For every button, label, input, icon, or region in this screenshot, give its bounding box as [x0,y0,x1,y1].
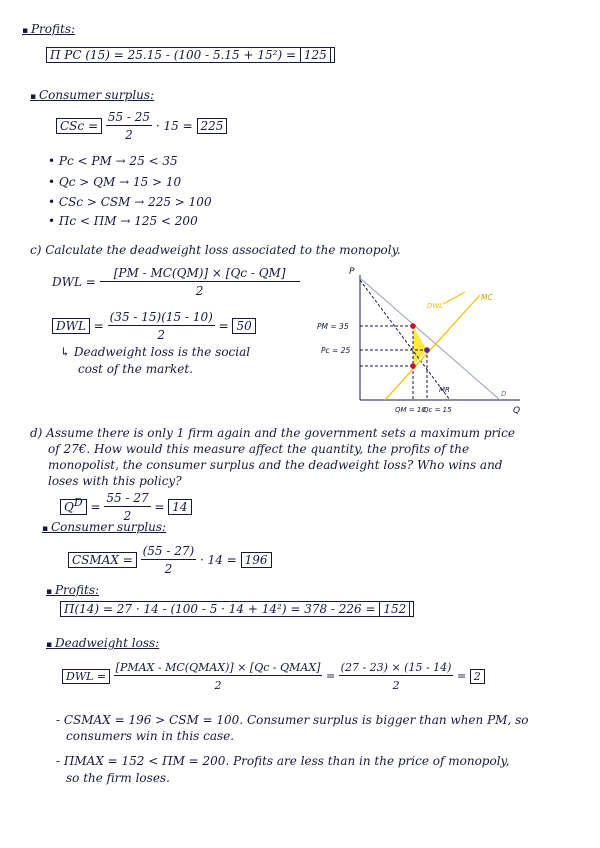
comparison-price: • Pc < PM → 25 < 35 [48,154,178,169]
part-d-question-line1: d) Assume there is only 1 firm again and the government sets a maximum price [30,426,515,440]
part-d-cs-answer: 196 [241,552,272,568]
conclusion-firm-line1: - ΠMAX = 152 < ΠM = 200. Profits are less than in the price of monopoly, [56,754,510,768]
monopoly-point [410,323,416,329]
mr-curve [360,280,450,400]
y-axis-label: P [349,267,355,277]
part-d-question-line3: monopolist, the consumer surplus and the deadweight loss? Who wins and [48,458,503,472]
x-axis-label: Q [513,406,521,416]
comparison-consumer-surplus: • CSc > CSM → 225 > 100 [48,195,212,210]
part-d-question-line4: loses with this policy? [48,474,182,488]
mc-label: MC [481,293,493,302]
pc-label: Pc = 25 [321,346,351,355]
pm-label: PM = 35 [317,322,349,331]
part-d-profits-equation: Π(14) = 27 · 14 - (100 - 5 · 14 + 14²) = 378 - 226 = 152 [60,602,414,617]
monopoly-graph [315,260,530,420]
part-c-question: c) Calculate the deadweight loss associated to the monopoly. [30,243,401,257]
conclusion-consumers-line2: consumers win in this case. [66,729,235,743]
mc-curve [385,295,480,400]
part-d-profits-answer: 152 [379,601,410,617]
qm-label: QM = 10 [395,406,426,414]
part-d-question-line2: of 27€. How would this measure affect the quantity, the profits of the [48,442,470,456]
comparison-profits: • Πc < ΠM → 125 < 200 [48,214,198,229]
qc-label: Qc = 15 [423,406,452,414]
part-d-dwl-heading: ▪ Deadweight loss: [46,636,159,653]
consumer-surplus-answer: 225 [197,118,228,134]
profits-answer: 125 [300,47,331,63]
part-d-dwl-answer: 2 [470,669,485,684]
dwl-arrow [443,292,465,304]
demand-label: D [501,390,507,398]
comparison-quantity: • Qc > QM → 15 > 10 [48,175,181,190]
part-d-cs-heading: ▪ Consumer surplus: [42,520,166,537]
profits-equation: Π PC (15) = 25.15 - (100 - 5.15 + 15²) = 125 [46,48,335,63]
consumer-surplus-equation: CSc = $\frac{55 - 25}{2}$ · 15 = 225 [56,110,227,143]
mc-point [410,363,416,369]
consumer-surplus-heading: ▪ Consumer surplus: [30,88,154,105]
conclusion-firm-line2: so the firm loses. [66,771,170,785]
dwl-note-line1: ↳ Deadweight loss is the social [60,345,251,359]
part-d-cs-equation: CSMAX = $\frac{(55 - 27)}{2}$ · 14 = 196 [68,544,272,577]
part-d-profits-heading: ▪ Profits: [46,583,99,600]
dwl-value: DWL = $\frac{(35 - 15)(15 - 10)}{2}$ = 50 [52,310,256,343]
dwl-label: DWL [427,302,444,310]
dwl-answer: 50 [232,318,255,334]
conclusion-consumers-line1: - CSMAX = 196 > CSM = 100. Consumer surplus is bigger than when PM, so [56,713,529,727]
quantity-answer: 14 [168,499,191,515]
dwl-formula: DWL = $\frac{[PM - MC(QM)] \times [Qc - QM]}{2}$ [52,266,300,299]
dwl-note-line2: cost of the market. [78,362,193,376]
competitive-point [424,347,430,353]
quantity-equation: $Q^D$ = $\frac{55 - 27}{2}$ = 14 [60,491,192,524]
profits-heading: ▪ Profits: [22,22,75,39]
mr-label: MR [439,386,450,394]
part-d-dwl-equation: DWL = $\frac{\text{[PMAX - MC(QMAX)] × [Qc - QMAX]}}{2}$ = $\frac{(27 - 23) \times (15 - 14)}{2}$ = 2 [62,660,485,693]
